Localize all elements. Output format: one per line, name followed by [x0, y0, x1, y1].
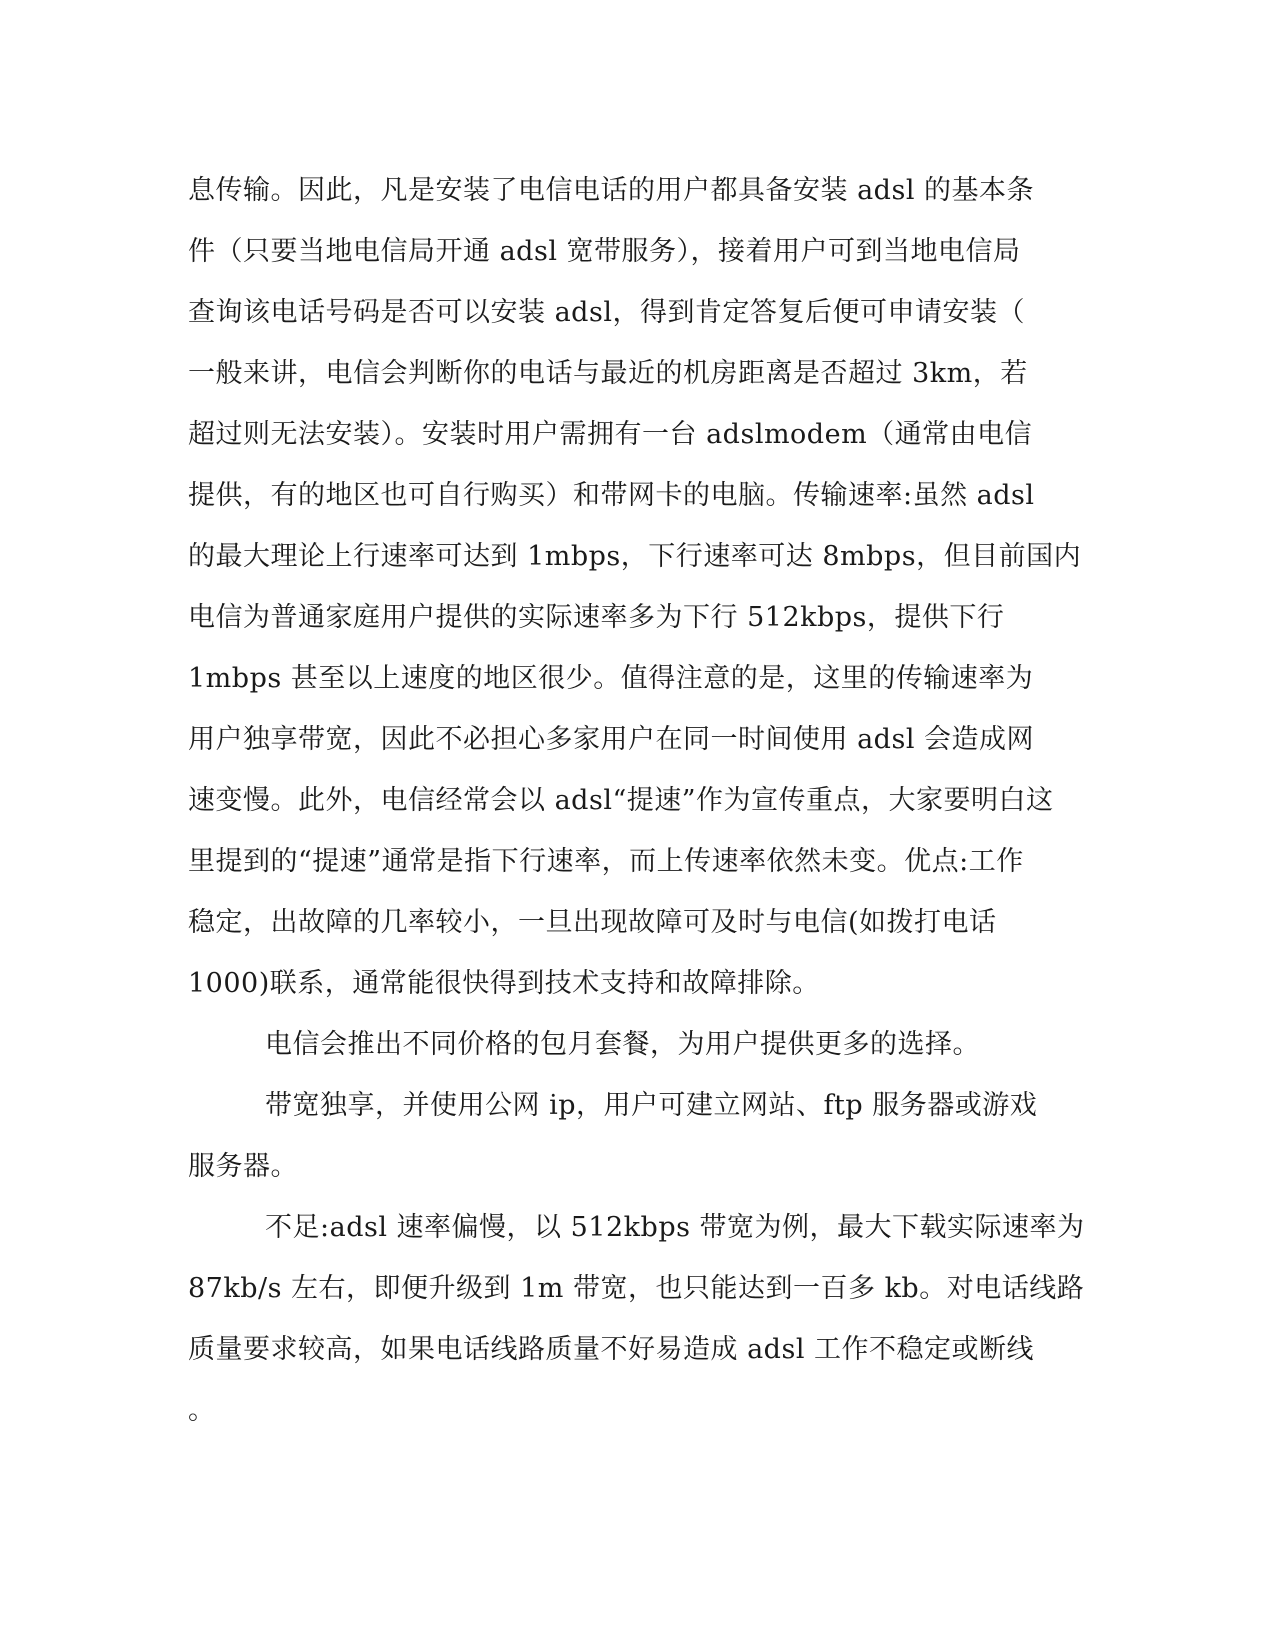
- text-line: 1mbps 甚至以上速度的地区很少。值得注意的是，这里的传输速率为: [188, 663, 1034, 694]
- text-line: 稳定，出故障的几率较小，一旦出现故障可及时与电信(如拨打电话: [188, 907, 997, 938]
- text-line: 87kb/s 左右，即便升级到 1m 带宽，也只能达到一百多 kb。对电话线路: [188, 1273, 1085, 1304]
- text-line: 一般来讲，电信会判断你的电话与最近的机房距离是否超过 3km，若: [188, 358, 1028, 389]
- text-line: 件（只要当地电信局开通 adsl 宽带服务），接着用户可到当地电信局: [188, 236, 1021, 267]
- text-line: 电信会推出不同价格的包月套餐，为用户提供更多的选择。: [265, 1029, 980, 1060]
- text-line: 的最大理论上行速率可达到 1mbps，下行速率可达 8mbps，但目前国内: [188, 541, 1082, 572]
- text-line: 用户独享带宽，因此不必担心多家用户在同一时间使用 adsl 会造成网: [188, 724, 1035, 755]
- text-line: 提供，有的地区也可自行购买）和带网卡的电脑。传输速率:虽然 adsl: [188, 480, 1035, 511]
- text-line: 不足:adsl 速率偏慢，以 512kbps 带宽为例，最大下载实际速率为: [265, 1212, 1085, 1243]
- text-line: 超过则无法安装）。安装时用户需拥有一台 adslmodem（通常由电信: [188, 419, 1033, 450]
- text-line: 里提到的“提速”通常是指下行速率，而上传速率依然未变。优点:工作: [188, 846, 1024, 877]
- text-line: 查询该电话号码是否可以安装 adsl，得到肯定答复后便可申请安装（: [188, 297, 1025, 328]
- text-line: 速变慢。此外，电信经常会以 adsl“提速”作为宣传重点，大家要明白这: [188, 785, 1054, 816]
- text-line: 质量要求较高，如果电话线路质量不好易造成 adsl 工作不稳定或断线: [188, 1334, 1035, 1365]
- text-line: 电信为普通家庭用户提供的实际速率多为下行 512kbps，提供下行: [188, 602, 1005, 633]
- text-line: 1000)联系，通常能很快得到技术支持和故障排除。: [188, 968, 820, 999]
- body-text: [188, 160, 1088, 1441]
- text-line: 。: [188, 1395, 216, 1426]
- text-line: 带宽独享，并使用公网 ip，用户可建立网站、ftp 服务器或游戏: [265, 1090, 1038, 1121]
- text-line: 息传输。因此，凡是安装了电信电话的用户都具备安装 adsl 的基本条: [188, 175, 1035, 206]
- text-line: 服务器。: [188, 1151, 298, 1182]
